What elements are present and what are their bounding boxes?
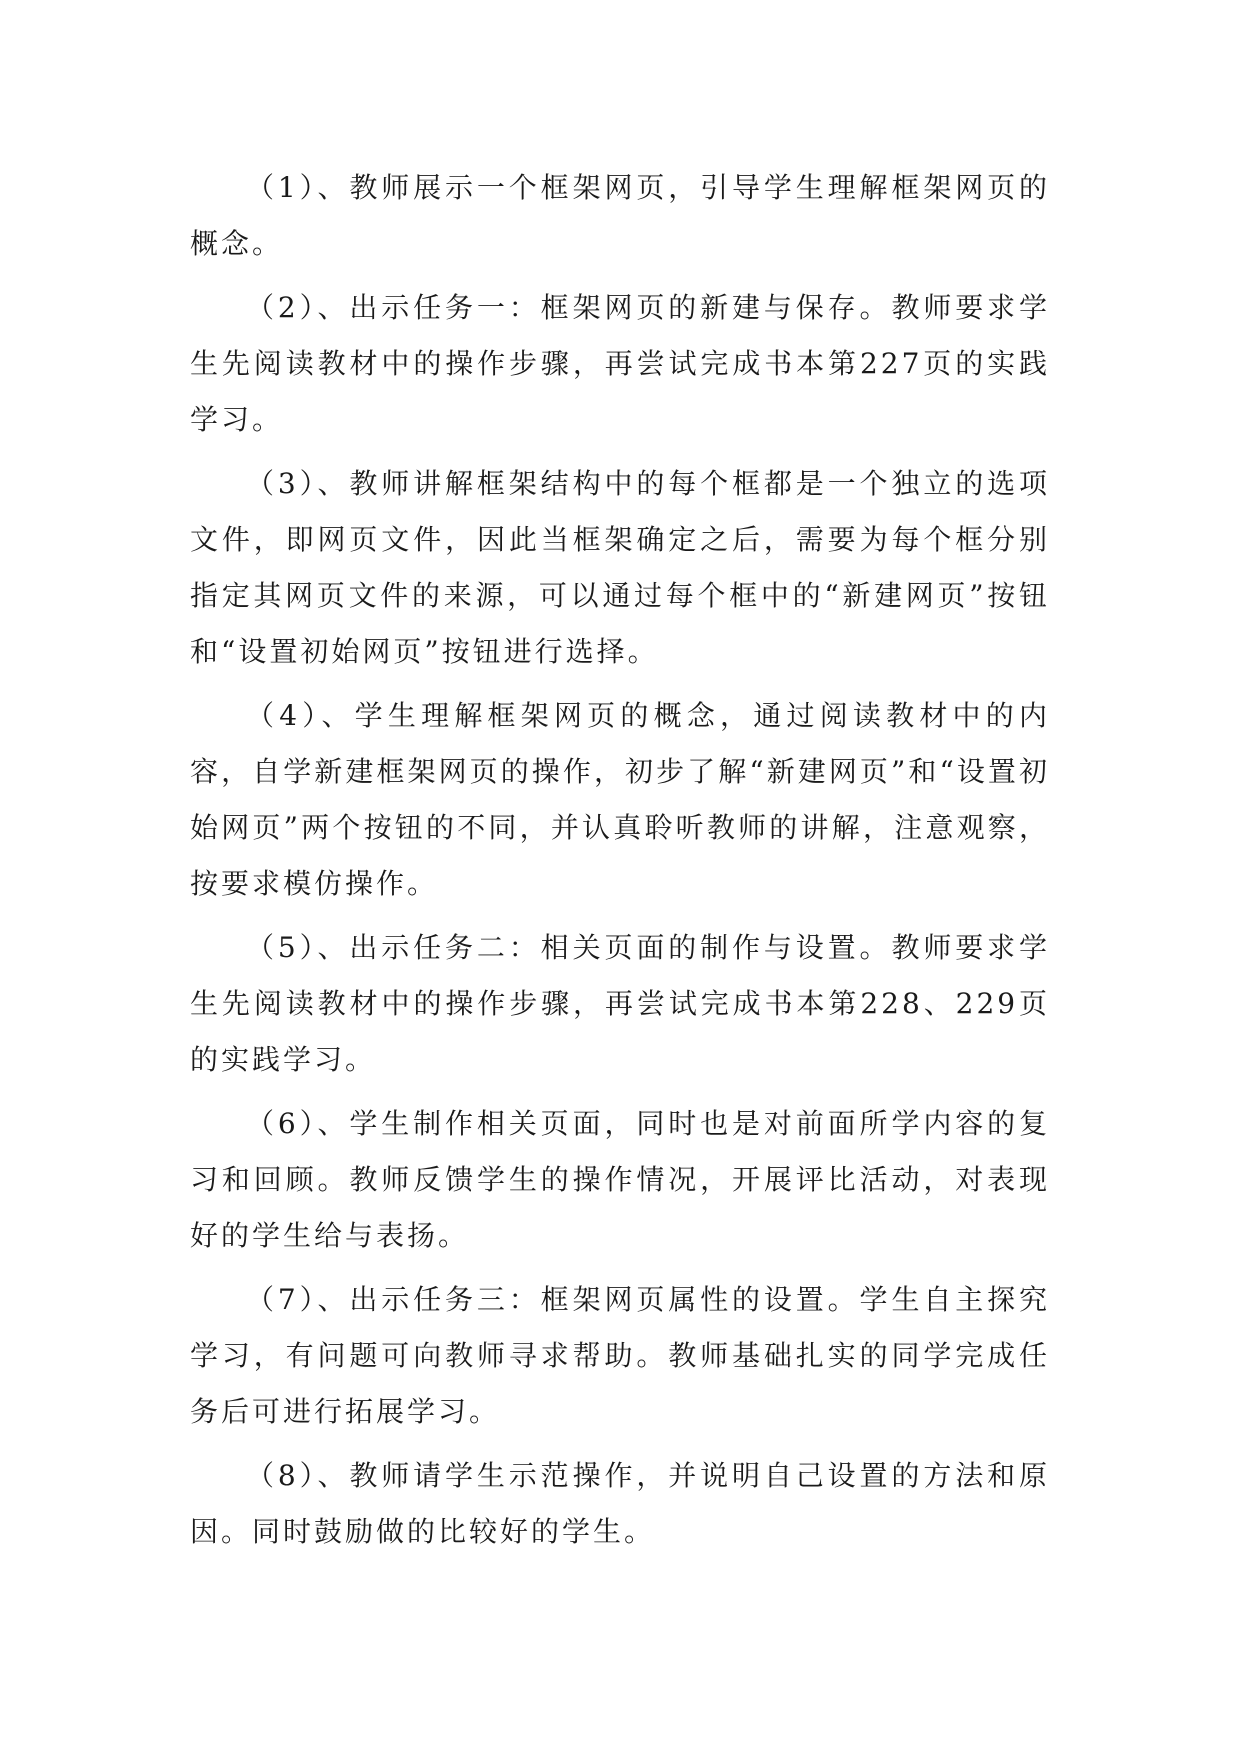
paragraph-2: （2）、出示任务一：框架网页的新建与保存。教师要求学生先阅读教材中的操作步骤，再尝试完成书本第227页的实践学习。	[190, 291, 1050, 436]
document-body	[190, 160, 1050, 1568]
paragraph-5: （5）、出示任务二：相关页面的制作与设置。教师要求学生先阅读教材中的操作步骤，再尝试完成书本第228、229页的实践学习。	[190, 931, 1050, 1076]
paragraph-1: （1）、教师展示一个框架网页，引导学生理解框架网页的概念。	[190, 171, 1050, 260]
paragraph-3: （3）、教师讲解框架结构中的每个框都是一个独立的选项文件，即网页文件，因此当框架确定之后，需要为每个框分别指定其网页文件的来源，可以通过每个框中的“新建网页”按钮和“设置初始网页”按钮进行选择。	[190, 467, 1050, 668]
paragraph-4: （4）、学生理解框架网页的概念，通过阅读教材中的内容，自学新建框架网页的操作，初步了解“新建网页”和“设置初始网页”两个按钮的不同，并认真聆听教师的讲解，注意观察，按要求模仿操作。	[190, 699, 1050, 900]
paragraph-6: （6）、学生制作相关页面，同时也是对前面所学内容的复习和回顾。教师反馈学生的操作情况，开展评比活动，对表现好的学生给与表扬。	[190, 1107, 1050, 1252]
paragraph-7: （7）、出示任务三：框架网页属性的设置。学生自主探究学习，有问题可向教师寻求帮助。教师基础扎实的同学完成任务后可进行拓展学习。	[190, 1283, 1050, 1428]
paragraph-8: （8）、教师请学生示范操作，并说明自己设置的方法和原因。同时鼓励做的比较好的学生。	[190, 1459, 1050, 1548]
